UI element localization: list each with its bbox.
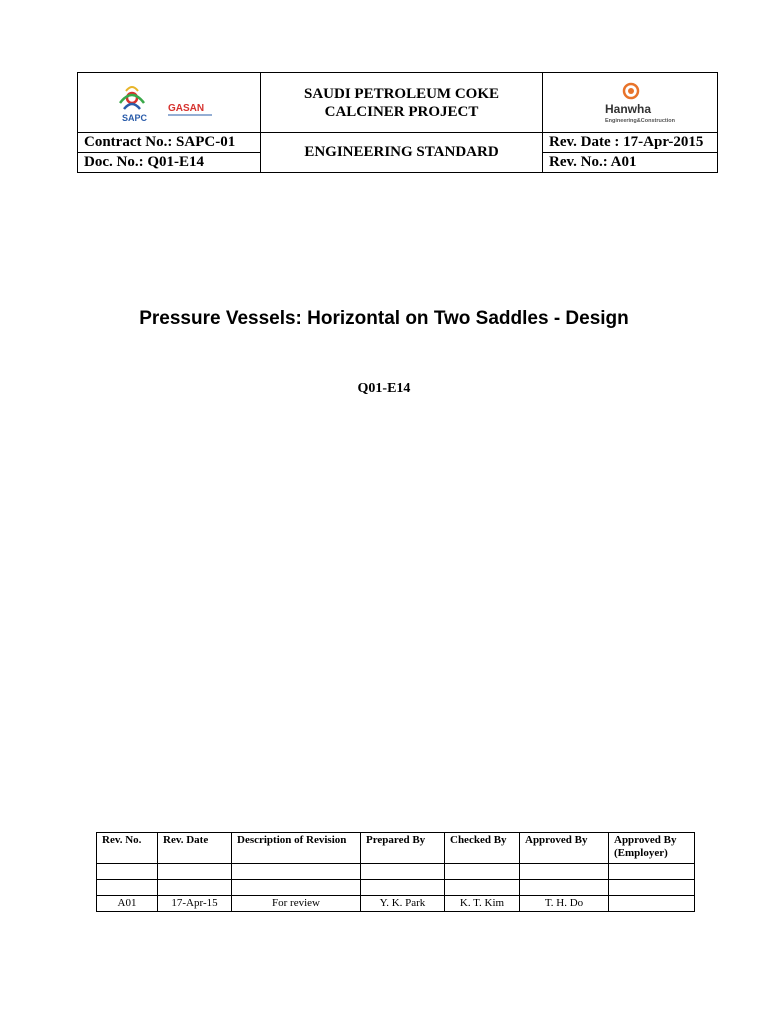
table-cell: Y. K. Park (361, 896, 445, 912)
header-description: Description of Revision (232, 833, 361, 864)
table-cell: A01 (97, 896, 158, 912)
table-cell (232, 864, 361, 880)
header-checked-by: Checked By (445, 833, 520, 864)
table-cell (520, 880, 609, 896)
table-cell (97, 864, 158, 880)
gasan-logo (162, 93, 222, 123)
table-cell (158, 864, 232, 880)
table-cell: K. T. Kim (445, 896, 520, 912)
table-cell: 17-Apr-15 (158, 896, 232, 912)
table-row (97, 880, 695, 896)
header-table (77, 72, 718, 173)
table-row (97, 864, 695, 880)
table-cell (609, 896, 695, 912)
table-cell (609, 864, 695, 880)
rev-date: Rev. Date : 17-Apr-2015 (543, 133, 718, 153)
client-logos-cell (78, 73, 261, 133)
table-cell (609, 880, 695, 896)
project-title-line1: SAUDI PETROLEUM COKE (303, 85, 500, 102)
rev-no: Rev. No.: A01 (543, 153, 718, 173)
table-cell (445, 880, 520, 896)
document-title: Pressure Vessels: Horizontal on Two Saddles - Design (139, 308, 629, 329)
hanwha-logo-text: Hanwha (605, 102, 652, 116)
header-rev-date: Rev. Date (158, 833, 232, 864)
hanwha-logo-subtext: Engineering&Construction (605, 118, 675, 124)
table-cell (361, 880, 445, 896)
table-cell (520, 864, 609, 880)
table-cell (361, 864, 445, 880)
document-header (77, 72, 717, 173)
table-cell: T. H. Do (520, 896, 609, 912)
header-approved-by-employer: Approved By (Employer) (609, 833, 695, 864)
header-prepared-by: Prepared By (361, 833, 445, 864)
hanwha-logo (549, 73, 709, 132)
engineering-standard-label: ENGINEERING STANDARD (261, 133, 543, 173)
header-rev-no: Rev. No. (97, 833, 158, 864)
revision-history (96, 832, 694, 912)
table-cell (97, 880, 158, 896)
table-cell (232, 880, 361, 896)
contractor-logo-cell (543, 73, 718, 133)
table-cell (158, 880, 232, 896)
project-title-line2: CALCINER PROJECT (324, 103, 479, 120)
sapc-logo-text: SAPC (122, 113, 148, 123)
table-cell: For review (232, 896, 361, 912)
contract-no: Contract No.: SAPC-01 (78, 133, 261, 153)
gasan-logo-text: GASAN (168, 103, 205, 114)
project-title-cell (261, 73, 543, 133)
revision-table (96, 832, 695, 912)
table-cell (445, 864, 520, 880)
revision-table-header (97, 833, 695, 864)
document-code: Q01-E14 (357, 381, 411, 396)
table-row (97, 896, 695, 912)
doc-no: Doc. No.: Q01-E14 (78, 153, 261, 173)
header-approved-by: Approved By (520, 833, 609, 864)
